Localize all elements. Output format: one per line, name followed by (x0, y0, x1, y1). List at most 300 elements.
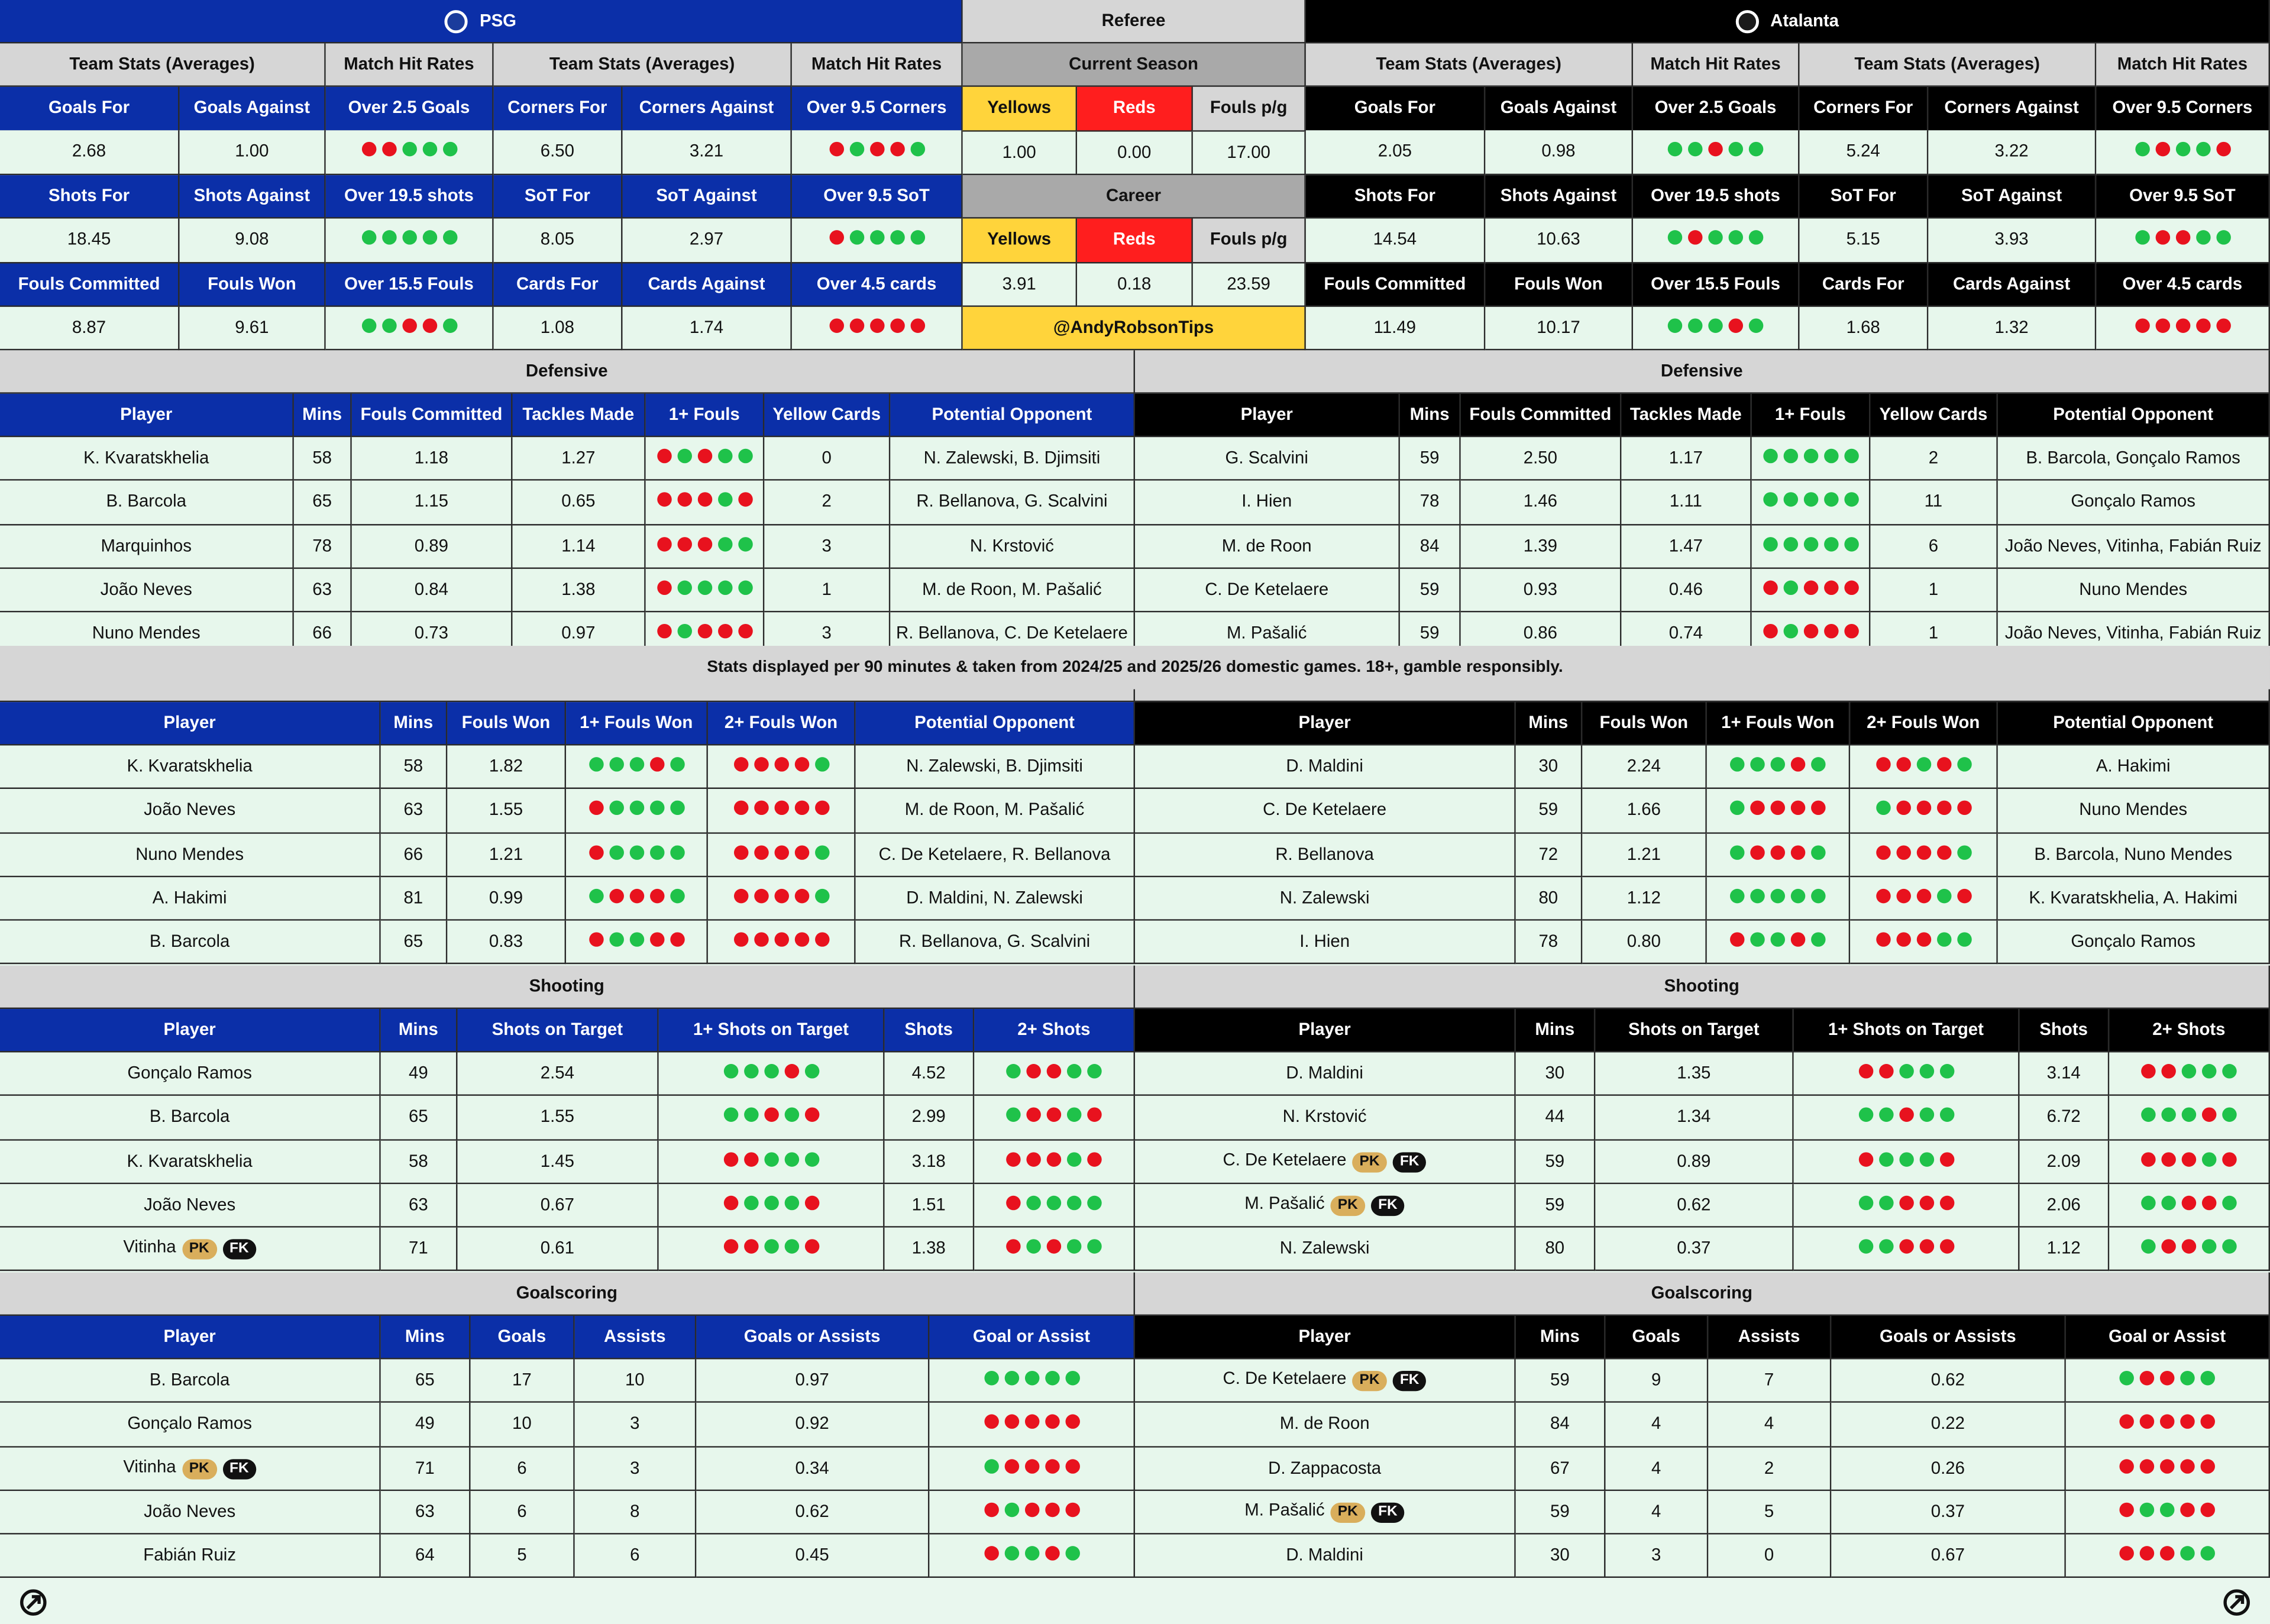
hit-dot-red (1047, 1108, 1061, 1122)
hit-dot-red (2119, 1547, 2133, 1561)
hit-dot-green (361, 318, 376, 332)
psg-goalscoring-cell (929, 1447, 1135, 1491)
hit-rate-dots (2117, 1415, 2218, 1434)
psg-defensive-cell (646, 569, 765, 613)
shooting-col-header: Shots (2020, 1009, 2110, 1052)
hit-dot-red (743, 1240, 758, 1254)
psg-stat-label: Over 2.5 Goals (326, 87, 494, 132)
psg-offensive-cell (0, 921, 381, 965)
hit-dot-red (890, 318, 904, 332)
hit-dot-green (2202, 1151, 2216, 1166)
defensive-col-header: Potential Opponent (1998, 394, 2270, 437)
hit-dot-red (733, 889, 748, 903)
hit-dot-red (2160, 1547, 2174, 1561)
subheader-match_hit_rates: Match Hit Rates (1633, 43, 1799, 86)
hit-dot-green (1899, 1151, 1913, 1166)
hit-rate-dots (358, 231, 460, 250)
hit-dot-green (723, 1108, 738, 1122)
hit-dot-red (1919, 1240, 1933, 1254)
hit-dot-green (1730, 845, 1744, 859)
atalanta-stat-value (2096, 130, 2270, 175)
hit-rate-dots (1727, 933, 1828, 952)
atalanta-defensive-cell: 0.74 (1621, 613, 1751, 656)
hit-rate-dots (2138, 1151, 2239, 1170)
atalanta-offensive-cell: B. Barcola, Nuno Mendes (1998, 833, 2270, 877)
atalanta-offensive-cell: Nuno Mendes (1998, 790, 2270, 833)
atalanta-shooting-cell (1135, 1184, 1516, 1228)
atalanta-offensive-cell: 2.24 (1582, 746, 1707, 790)
psg-offensive-cell: N. Zalewski, B. Djimsiti (856, 746, 1135, 790)
goalscoring-col-header: Goals or Assists (1831, 1316, 2066, 1359)
hit-rate-dots (358, 143, 460, 161)
hit-dot-green (670, 801, 684, 815)
hit-dot-green (649, 801, 664, 815)
hit-dot-red (1006, 1196, 1020, 1210)
psg-defensive-cell: 1.15 (352, 481, 513, 525)
psg-defensive-cell: 0.97 (512, 613, 645, 656)
hit-dot-red (764, 1108, 778, 1122)
atalanta-goalscoring-cell: 0.26 (1831, 1447, 2066, 1491)
psg-stat-label: Cards Against (623, 263, 792, 306)
hit-dot-green (1844, 536, 1858, 551)
hit-dot-red (2140, 1415, 2154, 1429)
atalanta-stat-value: 5.15 (1799, 219, 1928, 264)
free-kick-taker-badge: FK (1371, 1196, 1405, 1216)
referee-header: Referee (963, 0, 1306, 43)
psg-offensive-cell: M. de Roon, M. Pašalić (856, 790, 1135, 833)
hit-dot-red (2135, 318, 2149, 332)
goalscoring-col-header: Goal or Assist (2066, 1316, 2270, 1359)
hit-dot-green (743, 1108, 758, 1122)
hit-dot-green (890, 231, 904, 245)
player-name: C. De Ketelaere (1223, 1368, 1347, 1389)
hit-dot-red (2216, 143, 2230, 157)
atalanta-shooting-cell: 0.62 (1595, 1184, 1793, 1228)
hit-dot-green (2222, 1108, 2236, 1122)
hit-dot-red (1047, 1151, 1061, 1166)
psg-shooting-cell: 4.52 (885, 1052, 975, 1096)
atalanta-defensive-cell: 2 (1870, 437, 1997, 481)
hit-dot-green (1024, 1547, 1039, 1561)
hit-dot-red (723, 1196, 738, 1210)
atalanta-goalscoring-cell (2066, 1491, 2270, 1535)
atalanta-defensive-cell (1135, 525, 1400, 569)
hit-dot-red (1957, 801, 1971, 815)
hit-dot-green (1067, 1151, 1081, 1166)
atalanta-defensive-cell: 1 (1870, 569, 1997, 613)
atalanta-defensive-cell: 1.47 (1621, 525, 1751, 569)
hit-rate-dots (1760, 580, 1861, 599)
atalanta-offensive-cell: 72 (1516, 833, 1583, 877)
psg-defensive-cell: 63 (294, 569, 352, 613)
subheader-team_stats: Team Stats (Averages) (0, 43, 326, 86)
hit-dot-red (677, 493, 691, 507)
psg-shooting-cell (974, 1140, 1135, 1184)
yellows-label: Yellows (963, 87, 1077, 132)
atalanta-shooting-cell (1135, 1140, 1516, 1184)
reds-label: Reds (1077, 219, 1193, 264)
hit-dot-red (1957, 889, 1971, 903)
psg-defensive-cell: 65 (294, 481, 352, 525)
hit-rate-dots (730, 757, 832, 776)
hit-dot-red (1916, 933, 1931, 947)
hit-dot-red (774, 933, 788, 947)
hit-dot-red (1026, 1108, 1040, 1122)
player-name: I. Hien (1241, 491, 1292, 512)
offensive-col-header: 2+ Fouls Won (1850, 702, 1998, 745)
hit-dot-green (609, 845, 623, 859)
hit-rate-dots (2132, 231, 2233, 250)
hit-dot-green (1708, 231, 1722, 245)
hit-rate-dots (730, 933, 832, 952)
psg-shooting-cell (0, 1096, 381, 1140)
psg-defensive-cell: 3 (764, 525, 890, 569)
psg-stat-value (792, 130, 963, 175)
hit-dot-red (697, 449, 712, 463)
hit-dot-green (1783, 625, 1797, 639)
atalanta-stat-value (1633, 130, 1799, 175)
hit-dot-red (1936, 801, 1951, 815)
player-name: M. Pašalić (1244, 1499, 1325, 1521)
hit-rate-dots (981, 1415, 1082, 1434)
hit-rate-dots (2117, 1547, 2218, 1565)
player-name: B. Barcola (149, 1106, 230, 1127)
psg-shooting-cell (974, 1184, 1135, 1228)
hit-dot-red (1750, 845, 1764, 859)
atalanta-stat-label: Corners Against (1928, 87, 2096, 132)
atalanta-defensive-cell: 59 (1400, 569, 1461, 613)
psg-stat-label: Goals Against (180, 87, 326, 132)
hit-dot-green (1004, 1503, 1018, 1517)
hit-dot-green (1067, 1108, 1081, 1122)
hit-dot-red (849, 318, 864, 332)
hit-dot-red (1688, 231, 1702, 245)
hit-dot-green (2180, 1371, 2194, 1385)
psg-stat-label: Shots Against (180, 175, 326, 218)
atalanta-offensive-cell (1135, 877, 1516, 921)
hit-dot-green (1876, 801, 1890, 815)
hit-rate-dots (1665, 318, 1766, 337)
hit-dot-red (890, 143, 904, 157)
hit-rate-dots (2132, 143, 2233, 161)
player-name: Nuno Mendes (92, 623, 201, 643)
penalty-taker-badge: PK (1331, 1503, 1366, 1523)
hit-dot-green (1783, 449, 1797, 463)
hit-rate-dots (654, 493, 755, 512)
psg-shooting-cell: 58 (381, 1140, 458, 1184)
psg-shooting-cell: 49 (381, 1052, 458, 1096)
hit-rate-dots (2132, 318, 2233, 337)
free-kick-taker-badge: FK (1393, 1152, 1427, 1172)
player-name: B. Barcola (106, 491, 186, 512)
atalanta-offensive-cell: K. Kvaratskhelia, A. Hakimi (1998, 877, 2270, 921)
hit-dot-green (717, 536, 732, 551)
atalanta-offensive-cell (1850, 746, 1998, 790)
psg-shooting-cell (974, 1096, 1135, 1140)
hit-rate-dots (981, 1371, 1082, 1390)
hit-dot-red (609, 889, 623, 903)
hit-dot-red (2155, 318, 2169, 332)
hit-rate-dots (2117, 1503, 2218, 1522)
shooting-col-header: Shots (885, 1009, 975, 1052)
hit-dot-green (2161, 1196, 2175, 1210)
atalanta-goalscoring-cell (2066, 1359, 2270, 1403)
psg-stat-value (792, 307, 963, 350)
goalscoring-col-header: Player (0, 1316, 381, 1359)
player-name: Nuno Mendes (135, 843, 244, 864)
hit-dot-red (1065, 1415, 1079, 1429)
hit-rate-dots (1665, 143, 1766, 161)
hit-dot-red (774, 845, 788, 859)
goalscoring-col-header: Mins (381, 1316, 471, 1359)
offensive-col-header: Player (0, 702, 381, 745)
hit-dot-red (1004, 1415, 1018, 1429)
goalscoring-col-header: Mins (1516, 1316, 1606, 1359)
atalanta-offensive-cell: 30 (1516, 746, 1583, 790)
hit-dot-red (1024, 1415, 1039, 1429)
atalanta-offensive-cell: 1.66 (1582, 790, 1707, 833)
hit-dot-red (1936, 845, 1951, 859)
hit-dot-red (717, 625, 732, 639)
hit-dot-green (1730, 801, 1744, 815)
hit-dot-green (1729, 231, 1743, 245)
hit-dot-red (649, 933, 664, 947)
atalanta-shooting-cell: 3.14 (2020, 1052, 2110, 1096)
hit-dot-red (733, 757, 748, 771)
atalanta-shooting-cell (1794, 1052, 2020, 1096)
psg-stat-label: SoT For (494, 175, 623, 218)
atalanta-defensive-cell: 1.39 (1461, 525, 1622, 569)
atalanta-stat-value (2096, 307, 2270, 350)
atalanta-defensive-cell: João Neves, Vitinha, Fabián Ruiz (1998, 525, 2270, 569)
hit-dot-red (2175, 231, 2190, 245)
hit-dot-red (2140, 1547, 2154, 1561)
psg-shooting-cell (659, 1184, 885, 1228)
psg-stat-label: Fouls Won (180, 263, 326, 306)
atalanta-offensive-cell (1135, 746, 1516, 790)
hit-dot-red (910, 318, 924, 332)
hit-rate-dots (720, 1196, 822, 1215)
psg-shooting-cell (659, 1228, 885, 1272)
hit-dot-red (814, 933, 829, 947)
hit-dot-red (733, 801, 748, 815)
hit-dot-red (754, 889, 768, 903)
hit-dot-green (1811, 933, 1825, 947)
hit-dot-green (1749, 143, 1763, 157)
psg-stat-label: Shots For (0, 175, 180, 218)
atalanta-offensive-cell (1850, 833, 1998, 877)
hit-dot-red (2160, 1415, 2174, 1429)
hit-rate-dots (730, 801, 832, 820)
atalanta-goalscoring-cell: 0.62 (1831, 1359, 2066, 1403)
atalanta-shooting-cell (1135, 1096, 1516, 1140)
atalanta-stat-label: Cards For (1799, 263, 1928, 306)
psg-offensive-cell: C. De Ketelaere, R. Bellanova (856, 833, 1135, 877)
offensive-col-header: Fouls Won (1582, 702, 1707, 745)
hit-dot-red (1026, 1064, 1040, 1078)
psg-defensive-cell: 1 (764, 569, 890, 613)
hit-dot-red (1936, 757, 1951, 771)
hit-dot-green (804, 1151, 819, 1166)
hit-dot-green (1823, 449, 1838, 463)
hit-dot-green (1024, 1371, 1039, 1385)
hit-dot-green (1936, 933, 1951, 947)
psg-offensive-cell (566, 833, 708, 877)
psg-stat-value: 3.21 (623, 130, 792, 175)
atalanta-shooting-cell: 0.89 (1595, 1140, 1793, 1184)
hit-dot-red (2195, 318, 2210, 332)
hit-dot-green (1803, 536, 1818, 551)
hit-dot-red (1024, 1503, 1039, 1517)
hit-dot-red (1896, 757, 1910, 771)
atalanta-defensive-cell: 78 (1400, 481, 1461, 525)
player-name: B. Barcola (149, 1369, 230, 1390)
hit-dot-red (738, 493, 752, 507)
hit-dot-green (1919, 1064, 1933, 1078)
psg-stat-label: Goals For (0, 87, 180, 132)
player-name: D. Maldini (1286, 755, 1363, 777)
player-name: M. Pašalić (1226, 623, 1307, 643)
hit-dot-green (1749, 231, 1763, 245)
player-name: I. Hien (1299, 931, 1350, 952)
hit-rate-dots (826, 231, 927, 250)
psg-defensive-cell: 58 (294, 437, 352, 481)
atalanta-stat-value (1633, 219, 1799, 264)
player-name: Gonçalo Ramos (127, 1413, 252, 1434)
psg-stat-label: Over 19.5 shots (326, 175, 494, 218)
hit-dot-red (657, 449, 671, 463)
atalanta-stat-value: 1.32 (1928, 307, 2096, 350)
hit-rate-dots (1855, 1151, 1957, 1170)
hit-dot-red (1729, 318, 1743, 332)
psg-defensive-cell: 0.73 (352, 613, 513, 656)
atalanta-defensive-cell: 0.86 (1461, 613, 1622, 656)
free-kick-taker-badge: FK (1371, 1503, 1405, 1523)
brand-logo-icon (2222, 1588, 2251, 1617)
hit-dot-red (1803, 580, 1818, 594)
hit-dot-red (804, 1108, 819, 1122)
hit-dot-green (869, 231, 884, 245)
psg-defensive-cell (0, 481, 294, 525)
hit-dot-red (649, 757, 664, 771)
player-name: Marquinhos (101, 535, 192, 556)
subheader-team_stats: Team Stats (Averages) (1799, 43, 2096, 86)
hit-dot-red (670, 933, 684, 947)
psg-stat-value: 9.61 (180, 307, 326, 350)
atalanta-shooting-cell (2109, 1052, 2270, 1096)
atalanta-goalscoring-cell (2066, 1535, 2270, 1578)
shooting-col-header: Shots on Target (457, 1009, 658, 1052)
hit-dot-green (1811, 845, 1825, 859)
hit-dot-green (609, 933, 623, 947)
hit-dot-red (1065, 1503, 1079, 1517)
hit-dot-green (804, 1064, 819, 1078)
psg-offensive-cell (708, 833, 856, 877)
hit-dot-green (1730, 757, 1744, 771)
atalanta-stat-label: Over 9.5 Corners (2096, 87, 2270, 132)
player-name: M. de Roon (1221, 535, 1312, 556)
hit-dot-red (1047, 1064, 1061, 1078)
hit-dot-green (361, 231, 376, 245)
player-name: D. Maldini (1286, 1062, 1363, 1083)
hit-rate-dots (981, 1547, 1082, 1565)
atalanta-goalscoring-cell: 0.37 (1831, 1491, 2066, 1535)
hit-rate-dots (1873, 845, 1974, 864)
hit-dot-green (723, 1064, 738, 1078)
hit-dot-green (1730, 889, 1744, 903)
atalanta-shooting-cell (1794, 1140, 2020, 1184)
yellows-label: Yellows (963, 219, 1077, 264)
hit-rate-dots (2138, 1240, 2239, 1259)
free-kick-taker-badge: FK (222, 1459, 256, 1479)
psg-shooting-cell (974, 1052, 1135, 1096)
hit-dot-green (2161, 1108, 2175, 1122)
hit-dot-red (1876, 933, 1890, 947)
player-name: Fabián Ruiz (143, 1545, 237, 1565)
team-name: PSG (479, 9, 517, 30)
hit-dot-red (984, 1503, 998, 1517)
hit-rate-dots (654, 580, 755, 599)
goalscoring-col-header: Assists (1708, 1316, 1831, 1359)
hit-dot-green (670, 757, 684, 771)
atalanta-shooting-cell: 1.35 (1595, 1052, 1793, 1096)
hit-dot-red (1047, 1240, 1061, 1254)
hit-dot-red (1006, 1151, 1020, 1166)
player-name: Vitinha (123, 1237, 176, 1257)
psg-goalscoring-cell (0, 1403, 381, 1447)
hit-dot-red (2216, 318, 2230, 332)
hit-dot-green (1823, 493, 1838, 507)
hit-dot-green (738, 536, 752, 551)
hit-rate-dots (1727, 845, 1828, 864)
hit-dot-green (2141, 1196, 2155, 1210)
psg-defensive-cell (0, 525, 294, 569)
hit-dot-red (2180, 1458, 2194, 1473)
atalanta-offensive-cell: 80 (1516, 877, 1583, 921)
psg-defensive-cell: 1.27 (512, 437, 645, 481)
footer-text: Stats displayed per 90 minutes & taken from 2024/25 and 2025/26 domestic games. 18+, gamble responsibly. (707, 659, 1563, 677)
atalanta-defensive-cell: Nuno Mendes (1998, 569, 2270, 613)
hit-rate-dots (1665, 231, 1766, 250)
hit-rate-dots (586, 801, 687, 820)
hit-dot-green (1811, 757, 1825, 771)
atalanta-shooting-cell (1794, 1228, 2020, 1272)
hit-dot-green (1919, 1151, 1933, 1166)
psg-stat-value: 1.74 (623, 307, 792, 350)
hit-dot-red (1771, 801, 1785, 815)
hit-dot-green (1026, 1240, 1040, 1254)
psg-shooting-cell: 2.54 (457, 1052, 658, 1096)
psg-stat-label: Over 15.5 Fouls (326, 263, 494, 306)
hit-dot-green (849, 143, 864, 157)
hit-dot-green (2175, 143, 2190, 157)
hit-dot-green (1803, 449, 1818, 463)
hit-dot-red (1024, 1458, 1039, 1473)
hit-dot-green (2216, 231, 2230, 245)
tipster-handle: @AndyRobsonTips (963, 307, 1306, 350)
shooting-col-header: 2+ Shots (974, 1009, 1135, 1052)
hit-dot-green (1771, 757, 1785, 771)
psg-goalscoring-cell (929, 1359, 1135, 1403)
hit-dot-green (784, 1196, 798, 1210)
atalanta-offensive-cell: 1.21 (1582, 833, 1707, 877)
hit-dot-green (442, 231, 457, 245)
player-name: Gonçalo Ramos (127, 1062, 252, 1083)
hit-dot-red (1916, 801, 1931, 815)
hit-dot-red (361, 143, 376, 157)
penalty-taker-badge: PK (182, 1459, 216, 1479)
hit-dot-red (2160, 1458, 2174, 1473)
